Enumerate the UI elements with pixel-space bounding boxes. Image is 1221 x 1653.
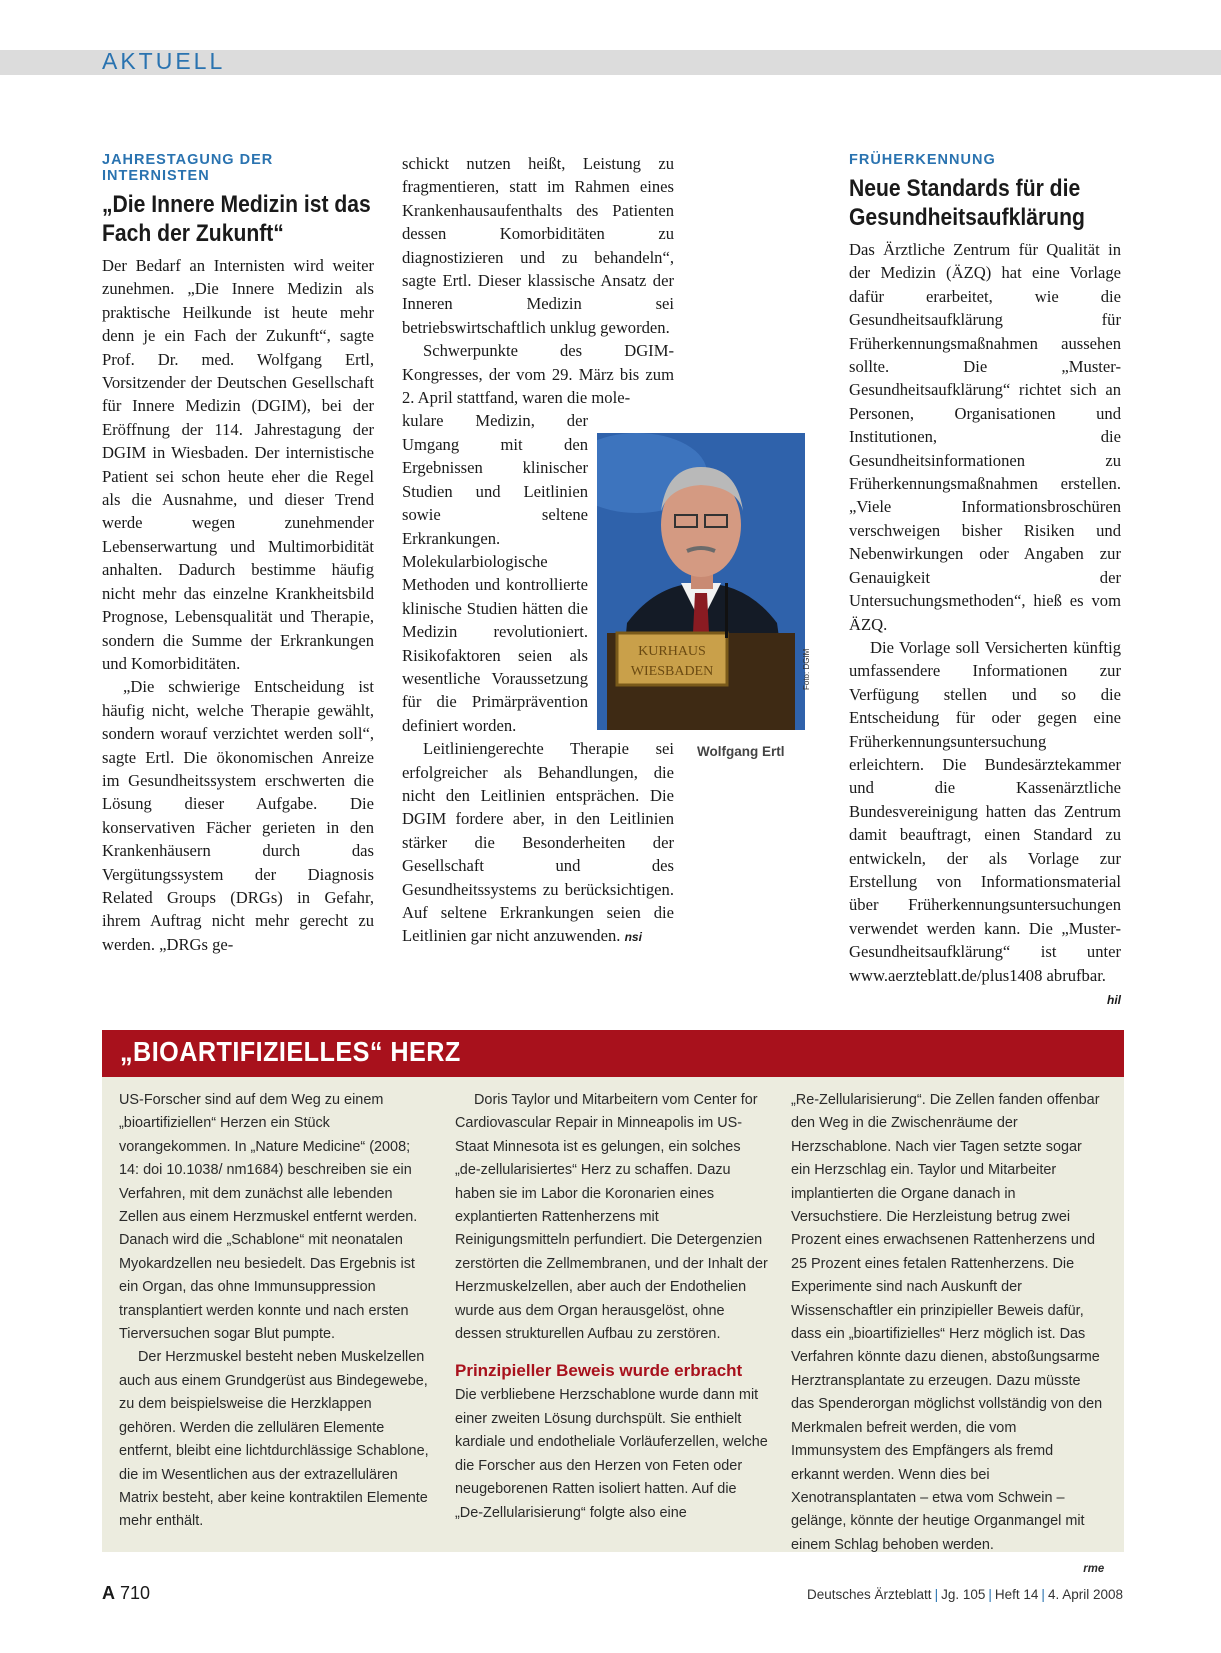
volume: Jg. 105	[941, 1587, 986, 1602]
box-column-2	[455, 1088, 769, 1524]
paragraph: Der Bedarf an Internisten wird weiter zunehmen. „Die Innere Medizin als praktische Heilkunde ist heute mehr denn je ein Fach der Zukunft“, sagte Prof. Dr. med. Wolfgang Ertl, Vorsitzender der Deutschen Gesellschaft für Innere Medizin (DGIM), bei der Eröffnung der 114. Jahrestagung der DGIM in Wiesbaden. Der internistische Patient sei schon heute eher die Regel als die Ausnahme, und dieser Trend werde wegen zunehmender Lebenserwartung und Multimorbidität anhalten. Dadurch bestimme häufig nicht mehr das einzelne Krankheitsbild Prognose, Lebensqualität und Therapie, sondern die Summe der Erkrankungen und Komorbiditäten.	[102, 256, 374, 673]
page-prefix: A	[102, 1583, 115, 1603]
paragraph	[402, 737, 674, 950]
paragraph: Die Vorlage soll Versicherten künftig umfassendere Informationen zur Verfügung stellen und so die Entscheidung für oder gegen eine Früherkennungsuntersuchung erleichtern. Die Bundesärztekammer und die Kassenärztliche Bundesvereinigung hatten das Zentrum damit beauftragt, einen Standard zu entwickeln, der als Vorlage zur Erstellung von Informationsmaterial über Früherkennungsuntersuchungen verwendet werden kann. Die „Muster-Gesundheitsaufklärung“ ist unter www.aerzteblatt.de/plus1408 abrufbar.	[849, 637, 1121, 985]
issue: Heft 14	[994, 1587, 1039, 1602]
paragraph: Der Herzmuskel besteht neben Muskelzellen auch aus einem Grundgerüst aus Bindegewebe, zu dem beispielsweise die Herzklappen gehören. Werden die zellulären Elemente entfernt, bleibt eine lichtdurchlässige Schablone, die im Wesentlichen aus der extrazellulären Matrix besteht, aber keine kontraktilen Elemente mehr enthält.	[119, 1348, 429, 1530]
paragraph: schickt nutzen heißt, Leistung zu fragmentieren, statt im Rahmen eines Krankenhausaufenthalts des Patienten dessen Komorbiditäten zu diagnostizieren und zu behandeln“, sagte Ertl. Dieser klassische Ansatz der Inneren Medizin sei betriebswirtschaftlich unklug geworden.	[402, 154, 674, 337]
article-frueherkennung	[849, 152, 1121, 1012]
box-header	[102, 1030, 1124, 1077]
signature-line	[791, 1556, 1104, 1580]
photo-caption: Wolfgang Ertl	[697, 744, 785, 759]
page-number	[102, 1583, 150, 1604]
speaker-photo-illustration	[597, 433, 805, 730]
author-signature: rme	[1083, 1561, 1105, 1576]
paragraph: Schwerpunkte des DGIM-Kongresses, der vom 29. März bis zum 2. April stattfand, waren die mole-	[402, 341, 674, 408]
issue-date: 4. April 2008	[1047, 1587, 1123, 1602]
journal-name: Deutsches Ärzteblatt	[807, 1587, 932, 1602]
speaker-photo	[597, 433, 805, 730]
podium-sign-line2: WIESBADEN	[630, 664, 714, 679]
photo-credit: Foto: DGIM	[802, 648, 811, 690]
author-signature: hil	[1107, 993, 1121, 1007]
paragraph: US-Forscher sind auf dem Weg zu einem „bioartifiziellen“ Herzen ein Stück vorangekommen. In „Nature Medicine“ (2008; 14: doi 10.1038/ nm1684) beschreiben sie ein Verfahren, mit dem zunächst alle lebenden Zellen aus einem Herzmuskel entfernt werden. Danach wird die „Schablone“ mit neonatalen Myokardzellen neu besiedelt. Das Ergebnis ist ein Organ, das ohne Immunsuppression transplantiert werden konnte und nach ersten Tierversuchen sogar Blut pumpte.	[119, 1091, 418, 1343]
article-body	[102, 254, 374, 956]
article-internisten-col1	[102, 152, 374, 956]
podium-sign-line1: KURHAUS	[638, 644, 706, 659]
box-subheading: Prinzipieller Beweis wurde erbracht	[455, 1361, 743, 1381]
publication-info: Deutsches Ärzteblatt | Jg. 105 | Heft 14 | 4. April 2008	[807, 1587, 1123, 1602]
article-headline: „Die Innere Medizin ist das Fach der Zukunft“	[102, 191, 371, 247]
paragraph: Die verbliebene Herzschablone wurde dann mit einer zweiten Lösung durchspült. Sie enthielt kardiale und endotheliale Vorläuferzellen, welche die Forscher aus den Herzen von Feten oder neugeborenen Ratten isoliert hatten. Auf die „De-Zellularisierung“ folgte also eine	[455, 1386, 768, 1521]
paragraph: Doris Taylor und Mitarbeitern vom Center for Cardiovascular Repair in Minneapolis im US-Staat Minnesota ist es gelungen, ein solches „de-zellularisiertes“ Herz zu schaffen. Dazu haben sie im Labor die Koronarien eines explantierten Rattenherzens mit Reinigungsmitteln perfundiert. Die Detergenzien zerstörten die Zellmembranen, und der Inhalt der Herzmuskelzellen, aber auch der Endothelien wurde aus dem Organ herausgelöst, ohne dessen strukturellen Aufbau zu zerstören.	[455, 1091, 768, 1343]
paragraph: Das Ärztliche Zentrum für Qualität in der Medizin (ÄZQ) hat eine Vorlage dafür erarbeitet, wie die Gesundheitsaufklärung für Früherkennungsmaßnahmen aussehen sollte. Die „Muster-Gesundheitsaufklärung“ richtet sich an Personen, Organisationen und Institutionen, die Gesundheitsinformationen zu Früherkennungsmaßnahmen erstellen. „Viele Informationsbroschüren verschweigen bisher Risiken und Nebenwirkungen oder Angaben zur Genauigkeit der Untersuchungsmethoden“, hieß es vom ÄZQ.	[849, 240, 1121, 634]
box-column-1	[119, 1088, 433, 1533]
box-body	[102, 1077, 1124, 1576]
box-column-3	[791, 1088, 1105, 1581]
signature-line	[849, 987, 1121, 1012]
box-title: „BIOARTIFIZIELLES“ HERZ	[120, 1036, 461, 1067]
author-signature: nsi	[624, 930, 642, 945]
page-number-value: 710	[120, 1583, 151, 1603]
paragraph: „Re-Zellularisierung“. Die Zellen fanden offenbar den Weg in die Zwischenräume der Herzschablone. Nach vier Tagen setzte sogar ein Herzschlag ein. Taylor und Mitarbeiter implantierten die Organe danach in Versuchstiere. Die Herzleistung betrug zwei Prozent eines erwachsenen Rattenherzens und 25 Prozent eines fetalen Rattenherzens. Die Experimente sind nach Auskunft der Wissenschaftler ein prinzipieller Beweis dafür, dass ein „bioartifizielles“ Herz möglich ist. Das Verfahren könnte dazu dienen, abstoßungsarme Herztransplantate zu erzeugen. Dazu müsste das Spenderorgan möglichst vollständig von den Merkmalen befreit werden, die vom Immunsystem des Empfängers als fremd erkannt werden. Wenn dies bei Xenotransplantaten – etwa vom Schwein – gelänge, könnte der heutige Organmangel mit einem Schlag behoben werden.	[791, 1091, 1103, 1553]
article-kicker: FRÜHERKENNUNG	[849, 152, 996, 168]
paragraph-text: Leitliniengerechte Therapie sei erfolgreicher als Behandlungen, die nicht den Leitlinien entsprächen. Die DGIM fordere aber, in den Leitlinien stärker die Besonderheiten der Gesellschaft und des Gesundheitssystems zu berücksichtigen. Auf seltene Erkrankungen seien die Leitlinien gar nicht anzuwenden.	[402, 739, 674, 946]
paragraph: kulare Medizin, der Umgang mit den Ergebnissen klinischer Studien und Leitlinien sowie seltene Erkrankungen. Molekularbiologische Methoden und kontrollierte klinische Studien hätten die Medizin revolutioniert. Risikofaktoren seien als wesentliche Voraussetzung für die Primärprävention definiert worden.	[402, 411, 588, 735]
article-kicker: JAHRESTAGUNG DER INTERNISTEN	[102, 152, 274, 184]
article-headline: Neue Standards für die Gesundheitsaufklärung	[849, 175, 1085, 231]
section-label: AKTUELL	[102, 48, 226, 74]
article-body	[849, 238, 1121, 1012]
paragraph: „Die schwierige Entscheidung ist häufig nicht, welche Therapie gewählt, sondern worauf verzichtet werden soll“, sagte Ertl. Die ökonomischen Anreize im Gesundheitssystem erschwerten die Lösung dieser Aufgabe. Die konservativen Fächer gerieten in den Krankenhäusern durch das Vergütungssystem der Diagnosis Related Groups (DRGs) in Gefahr, ihrem Auftrag nicht mehr gerecht zu werden. „DRGs ge-	[102, 677, 374, 954]
